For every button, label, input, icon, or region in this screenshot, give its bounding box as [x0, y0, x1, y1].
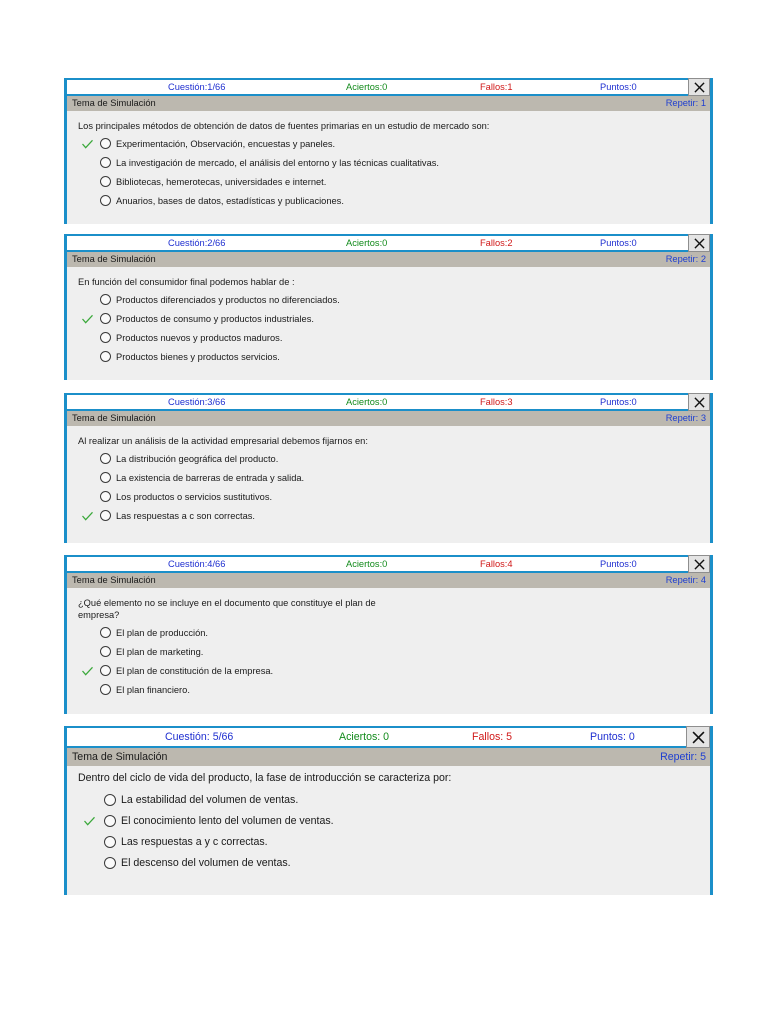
radio-button[interactable]	[100, 665, 111, 676]
question-text: Al realizar un análisis de la actividad empresarial debemos fijarnos en:	[78, 436, 368, 446]
topic-title: Tema de Simulación	[72, 575, 156, 585]
correct-count: Aciertos: 0	[339, 731, 390, 743]
radio-button[interactable]	[100, 351, 111, 362]
answer-mark	[81, 138, 95, 149]
topic-bar	[67, 748, 710, 766]
answer-mark	[81, 195, 95, 206]
answer-options	[78, 623, 710, 699]
answer-option[interactable]	[78, 290, 710, 309]
radio-button[interactable]	[100, 157, 111, 168]
answer-mark	[81, 453, 95, 464]
question-body	[67, 111, 710, 210]
answer-mark	[81, 332, 95, 343]
correct-count: Aciertos:0	[346, 238, 388, 248]
radio-button[interactable]	[100, 332, 111, 343]
answer-options	[78, 449, 710, 525]
radio-button[interactable]	[100, 684, 111, 695]
answer-options	[78, 789, 710, 873]
question-text: Los principales métodos de obtención de datos de fuentes primarias en un estudio de mercado son:	[78, 121, 490, 131]
close-icon	[694, 238, 705, 249]
radio-button[interactable]	[100, 491, 111, 502]
close-icon	[692, 731, 705, 744]
answer-mark	[81, 627, 95, 638]
answer-option[interactable]	[78, 810, 710, 831]
answer-option[interactable]	[78, 153, 710, 172]
question-counter: Cuestión:4/66	[168, 559, 226, 569]
check-icon	[81, 314, 94, 324]
radio-button[interactable]	[100, 510, 111, 521]
answer-mark	[81, 157, 95, 168]
answer-text: Bibliotecas, hemerotecas, universidades e internet.	[116, 176, 327, 187]
close-button[interactable]	[688, 555, 710, 573]
correct-count: Aciertos:0	[346, 559, 388, 569]
quiz-panel	[64, 726, 713, 895]
answer-text: El descenso del volumen de ventas.	[121, 856, 291, 869]
points-count: Puntos: 0	[590, 731, 635, 743]
answer-option[interactable]	[78, 661, 710, 680]
radio-button[interactable]	[100, 313, 111, 324]
status-bar	[67, 555, 710, 573]
question-counter: Cuestión:2/66	[168, 238, 226, 248]
radio-button[interactable]	[104, 836, 116, 848]
close-button[interactable]	[688, 393, 710, 411]
answer-option[interactable]	[78, 328, 710, 347]
quiz-panel	[64, 78, 713, 224]
answer-text: La existencia de barreras de entrada y salida.	[116, 472, 305, 483]
answer-option[interactable]	[78, 347, 710, 366]
radio-button[interactable]	[100, 176, 111, 187]
error-count: Fallos:1	[480, 82, 513, 92]
answer-text: El plan de producción.	[116, 627, 208, 638]
answer-text: El conocimiento lento del volumen de ventas.	[121, 814, 334, 827]
topic-title: Tema de Simulación	[72, 413, 156, 423]
answer-mark	[81, 665, 95, 676]
answer-option[interactable]	[78, 831, 710, 852]
answer-option[interactable]	[78, 487, 710, 506]
answer-mark	[83, 794, 98, 805]
answer-option[interactable]	[78, 191, 710, 210]
answer-text: Productos de consumo y productos industriales.	[116, 313, 314, 324]
quiz-panel	[64, 555, 713, 714]
answer-text: El plan financiero.	[116, 684, 190, 695]
question-counter: Cuestión:3/66	[168, 397, 226, 407]
answer-option[interactable]	[78, 309, 710, 328]
answer-text: El plan de constitución de la empresa.	[116, 665, 274, 676]
answer-option[interactable]	[78, 134, 710, 153]
question-body	[67, 588, 710, 699]
answer-option[interactable]	[78, 623, 710, 642]
check-icon	[81, 666, 94, 676]
radio-button[interactable]	[104, 794, 116, 806]
points-count: Puntos:0	[600, 82, 637, 92]
answer-mark	[81, 313, 95, 324]
radio-button[interactable]	[100, 646, 111, 657]
error-count: Fallos:4	[480, 559, 513, 569]
close-button[interactable]	[688, 234, 710, 252]
answer-text: Productos bienes y productos servicios.	[116, 351, 280, 362]
question-text: ¿Qué elemento no se incluye en el documento que constituye el plan de empresa?	[78, 598, 376, 620]
topic-bar	[67, 411, 710, 426]
answer-mark	[81, 294, 95, 305]
points-count: Puntos:0	[600, 397, 637, 407]
answer-text: El plan de marketing.	[116, 646, 204, 657]
answer-options	[78, 290, 710, 366]
close-icon	[694, 397, 705, 408]
answer-option[interactable]	[78, 506, 710, 525]
answer-options	[78, 134, 710, 210]
answer-option[interactable]	[78, 680, 710, 699]
repeat-button[interactable]: Repetir: 4	[665, 575, 706, 585]
topic-bar	[67, 96, 710, 111]
status-bar	[67, 726, 710, 748]
answer-mark	[81, 684, 95, 695]
answer-mark	[81, 510, 95, 521]
quiz-panel	[64, 234, 713, 380]
answer-text: Las respuestas a y c correctas.	[121, 835, 268, 848]
answer-mark	[81, 491, 95, 502]
close-button[interactable]	[686, 726, 710, 748]
check-icon	[83, 816, 96, 826]
correct-count: Aciertos:0	[346, 397, 388, 407]
topic-title: Tema de Simulación	[72, 751, 168, 763]
answer-mark	[81, 646, 95, 657]
topic-title: Tema de Simulación	[72, 98, 156, 108]
repeat-button[interactable]: Repetir: 1	[665, 98, 706, 108]
answer-text: Productos diferenciados y productos no diferenciados.	[116, 294, 340, 305]
answer-option[interactable]	[78, 468, 710, 487]
answer-text: La investigación de mercado, el análisis del entorno y las técnicas cualitativas.	[116, 157, 439, 168]
status-bar	[67, 234, 710, 252]
answer-text: Productos nuevos y productos maduros.	[116, 332, 283, 343]
error-count: Fallos:2	[480, 238, 513, 248]
repeat-button[interactable]: Repetir: 3	[665, 413, 706, 423]
answer-option[interactable]	[78, 789, 710, 810]
close-button[interactable]	[688, 78, 710, 96]
radio-button[interactable]	[100, 627, 111, 638]
repeat-button[interactable]: Repetir: 2	[665, 254, 706, 264]
status-bar	[67, 78, 710, 96]
question-body	[67, 766, 710, 873]
answer-option[interactable]	[78, 852, 710, 873]
answer-mark	[81, 176, 95, 187]
answer-mark	[83, 857, 98, 868]
radio-button[interactable]	[104, 815, 116, 827]
radio-button[interactable]	[104, 857, 116, 869]
answer-mark	[81, 351, 95, 362]
radio-button[interactable]	[100, 195, 111, 206]
close-icon	[694, 559, 705, 570]
answer-text: Anuarios, bases de datos, estadísticas y publicaciones.	[116, 195, 344, 206]
answer-text: La distribución geográfica del producto.	[116, 453, 279, 464]
answer-option[interactable]	[78, 642, 710, 661]
answer-text: Las respuestas a c son correctas.	[116, 510, 256, 521]
close-icon	[694, 82, 705, 93]
radio-button[interactable]	[100, 294, 111, 305]
check-icon	[81, 511, 94, 521]
topic-bar	[67, 573, 710, 588]
answer-text: Experimentación, Observación, encuestas y paneles.	[116, 138, 336, 149]
radio-button[interactable]	[100, 453, 111, 464]
answer-mark	[83, 815, 98, 826]
question-counter: Cuestión:1/66	[168, 82, 226, 92]
answer-text: La estabilidad del volumen de ventas.	[121, 793, 299, 806]
question-body	[67, 267, 710, 366]
error-count: Fallos: 5	[472, 731, 513, 743]
answer-mark	[83, 836, 98, 847]
topic-title: Tema de Simulación	[72, 254, 156, 264]
answer-mark	[81, 472, 95, 483]
question-body	[67, 426, 710, 525]
answer-option[interactable]	[78, 449, 710, 468]
radio-button[interactable]	[100, 138, 111, 149]
check-icon	[81, 139, 94, 149]
question-text: En función del consumidor final podemos hablar de :	[78, 277, 295, 287]
quiz-panel	[64, 393, 713, 543]
question-counter: Cuestión: 5/66	[165, 731, 234, 743]
answer-option[interactable]	[78, 172, 710, 191]
points-count: Puntos:0	[600, 559, 637, 569]
answer-text: Los productos o servicios sustitutivos.	[116, 491, 273, 502]
status-bar	[67, 393, 710, 411]
topic-bar	[67, 252, 710, 267]
points-count: Puntos:0	[600, 238, 637, 248]
radio-button[interactable]	[100, 472, 111, 483]
correct-count: Aciertos:0	[346, 82, 388, 92]
question-text: Dentro del ciclo de vida del producto, la fase de introducción se caracteriza por:	[78, 772, 452, 784]
repeat-button[interactable]: Repetir: 5	[660, 751, 706, 763]
error-count: Fallos:3	[480, 397, 513, 407]
